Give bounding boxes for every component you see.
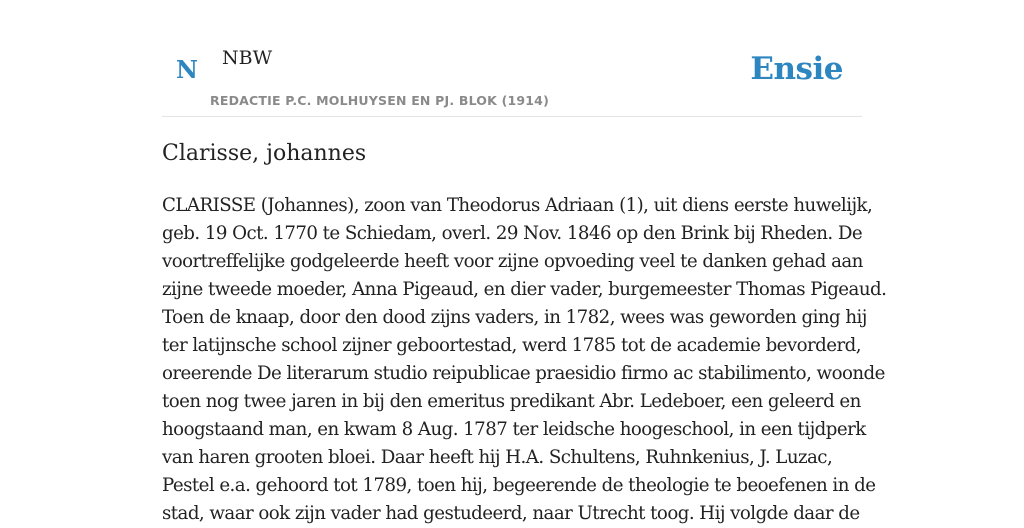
article-line: CLARISSE (Johannes), zoon van Theodorus Adriaan (1), uit diens eerste huwelijk, bbox=[162, 195, 873, 216]
source-logo-icon[interactable]: N bbox=[176, 55, 198, 84]
source-name[interactable]: NBW bbox=[222, 47, 273, 69]
ensie-logo[interactable]: Ensie bbox=[750, 51, 843, 87]
article-line: toen nog twee jaren in bij den emeritus predikant Abr. Ledeboer, een geleerd en bbox=[162, 391, 861, 412]
article-line: Pestel e.a. gehoord tot 1789, toen hij, begeerende de theologie te beoefenen in de bbox=[162, 475, 876, 496]
article-body bbox=[162, 192, 887, 528]
article-line: stad, waar ook zijn vader had gestudeerd, naar Utrecht toog. Hij volgde daar de bbox=[162, 503, 860, 524]
article-line: geb. 19 Oct. 1770 te Schiedam, overl. 29 Nov. 1846 op den Brink bij Rheden. De bbox=[162, 223, 863, 244]
article-line: van haren grooten bloei. Daar heeft hij H.A. Schultens, Ruhnkenius, J. Luzac, bbox=[162, 447, 833, 468]
source-subtitle: REDACTIE P.C. MOLHUYSEN EN PJ. BLOK (1914) bbox=[210, 93, 549, 108]
article-line: zijne tweede moeder, Anna Pigeaud, en dier vader, burgemeester Thomas Pigeaud. bbox=[162, 279, 887, 300]
header bbox=[162, 0, 862, 117]
article-line: voortreffelijke godgeleerde heeft voor zijne opvoeding veel te danken gehad aan bbox=[162, 251, 863, 272]
page-title: Clarisse, johannes bbox=[162, 141, 367, 166]
article-line: hoogstaand man, en kwam 8 Aug. 1787 ter leidsche hoogeschool, in een tijdperk bbox=[162, 419, 866, 440]
article-line: Toen de knaap, door den dood zijns vaders, in 1782, wees was geworden ging hij bbox=[162, 307, 867, 328]
article-line: oreerende De literarum studio reipublicae praesidio firmo ac stabilimento, woonde bbox=[162, 363, 885, 384]
article-line: ter latijnsche school zijner geboortestad, werd 1785 tot de academie bevorderd, bbox=[162, 335, 861, 356]
